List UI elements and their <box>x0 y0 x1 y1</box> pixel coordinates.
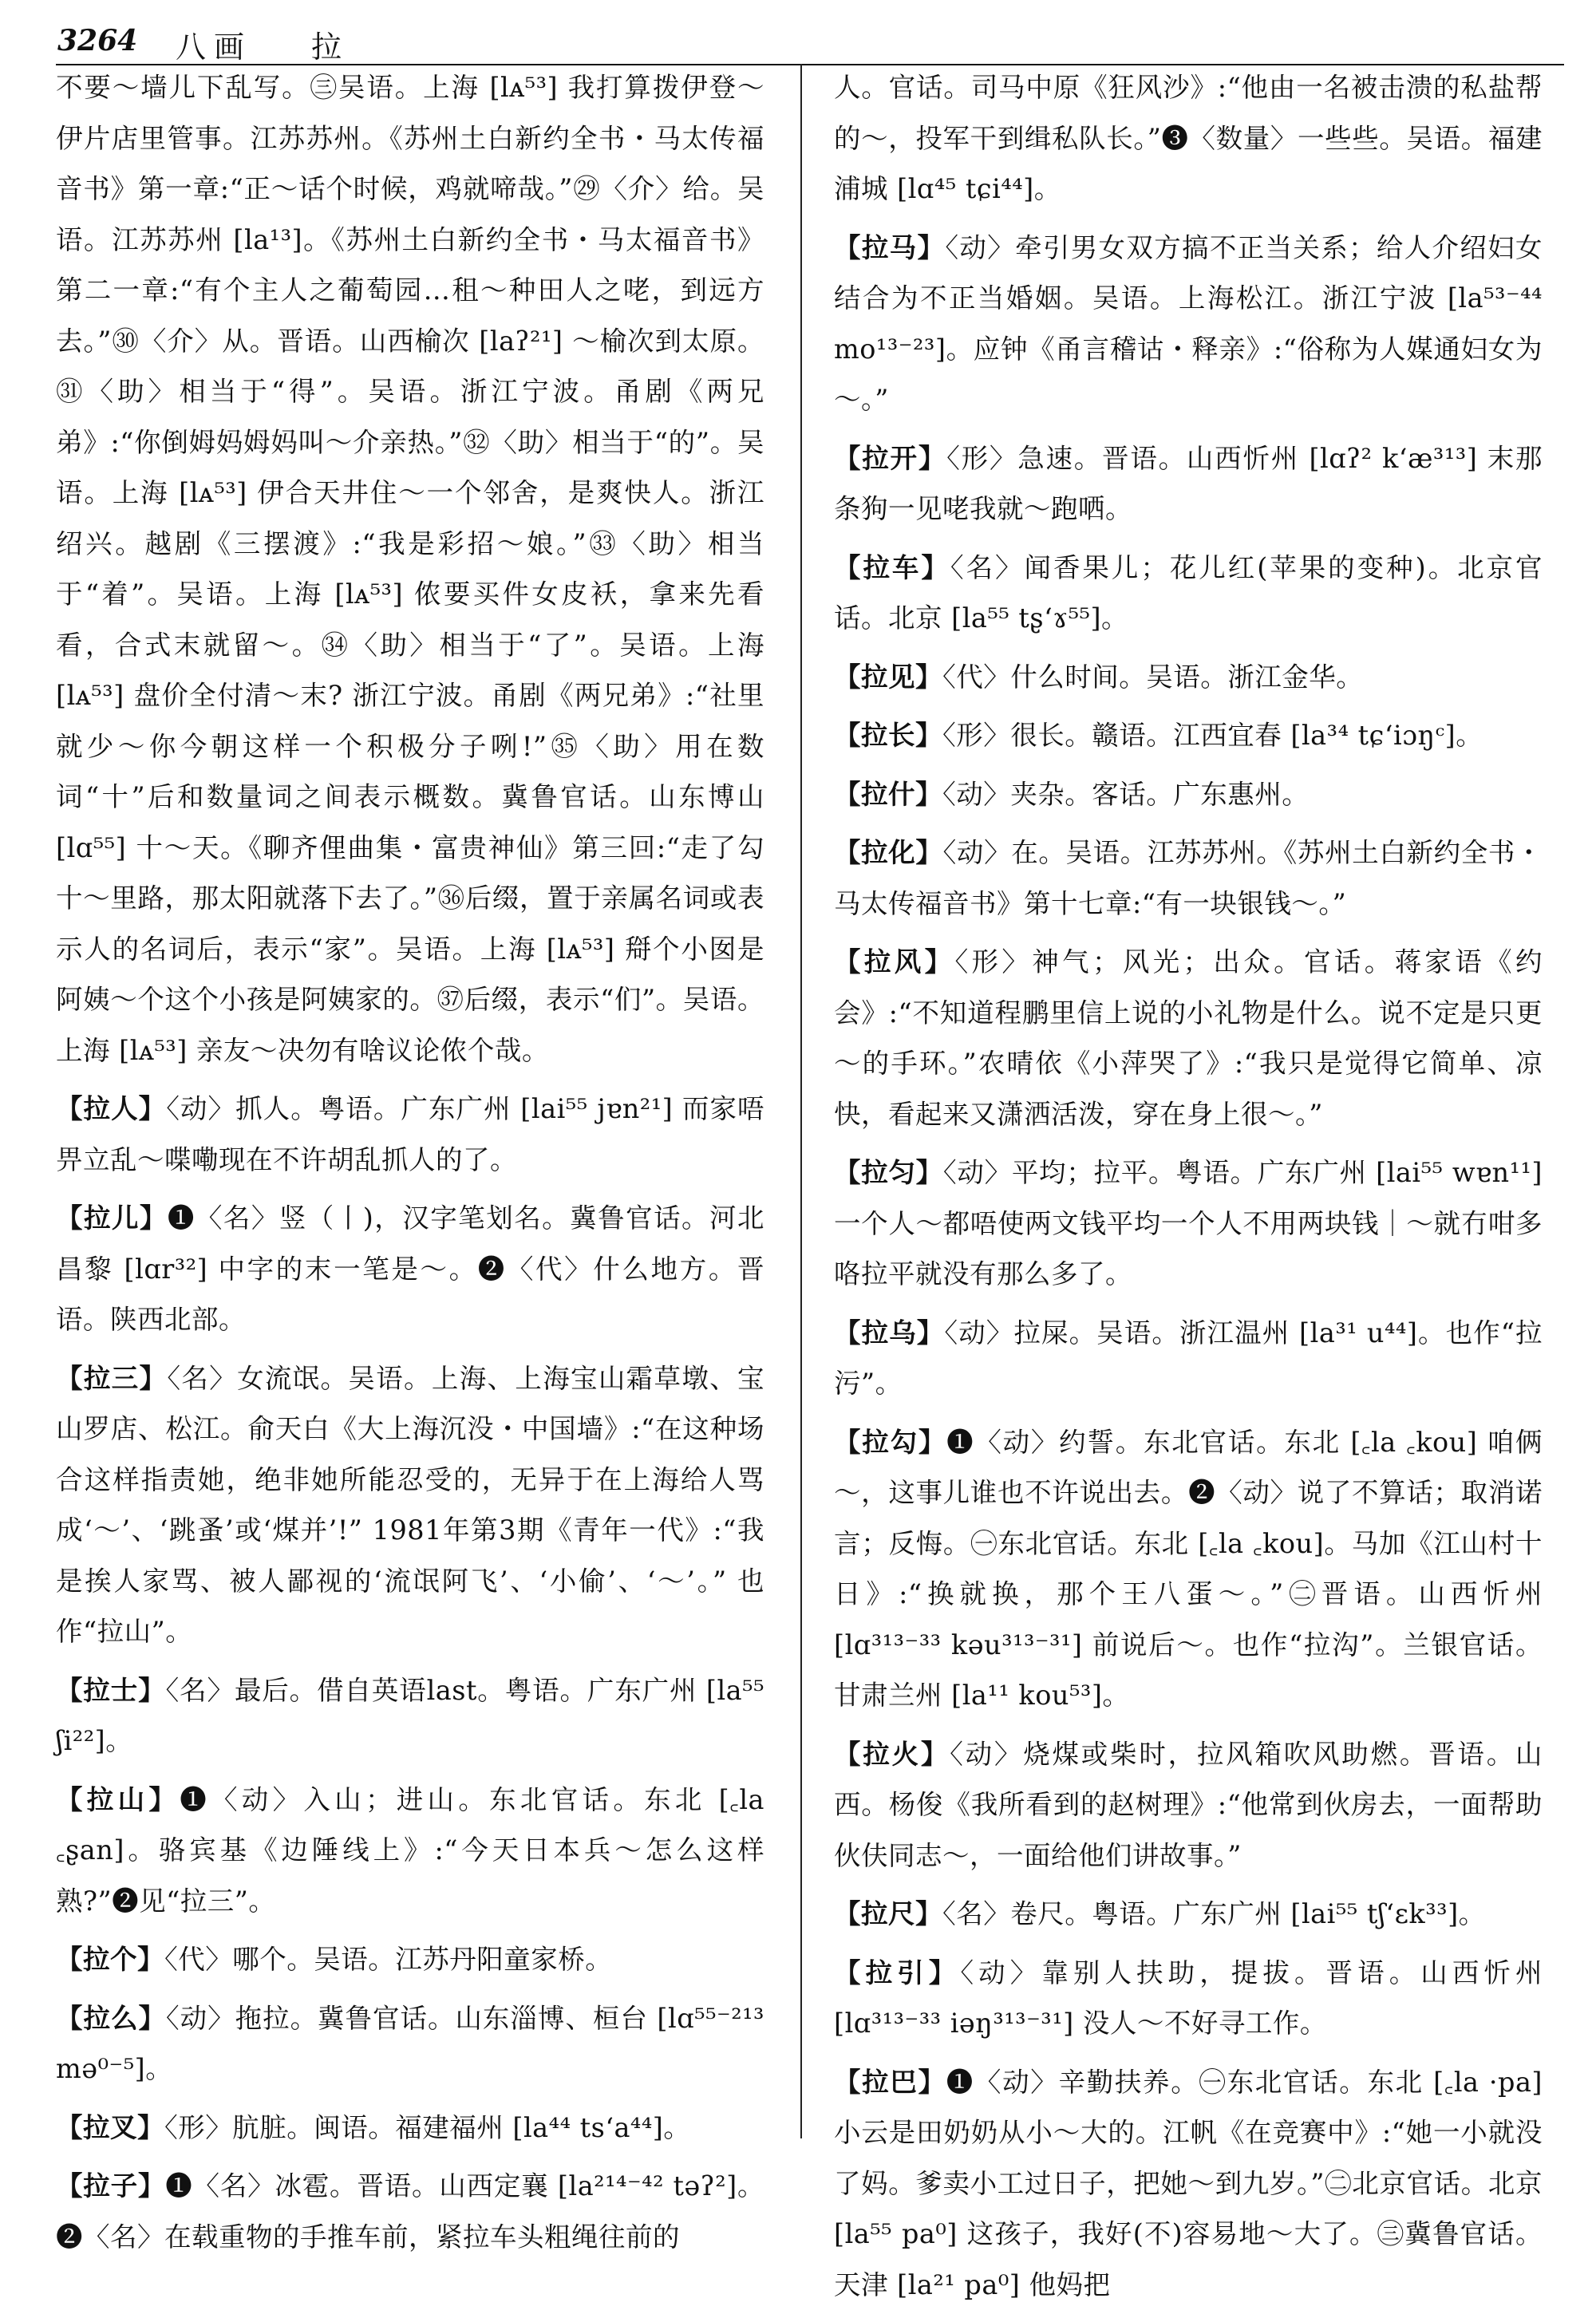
entry-definition: 〈形〉很长。赣语。江西宜春 [la³⁴ tɕʻiɔŋᶜ]。 <box>942 720 1483 751</box>
entry-headword: 【拉马】 <box>834 232 945 263</box>
continued-text: 人。官话。司马中原《狂风沙》:“他由一名被击溃的私盐帮的～，投军干到缉私队长。”❸〈数量〉一些些。吴语。福建浦城 [lɑ⁴⁵ tɕi⁴⁴]。 <box>834 62 1543 215</box>
entry-headword: 【拉个】 <box>56 1944 164 1975</box>
entry-definition: 〈形〉急速。晋语。山西忻州 [lɑʔ² kʻæ³¹³] 末那条狗一见咾我就～跑哂。 <box>834 443 1543 525</box>
entry-definition: 〈名〉卷尺。粤语。广东广州 [lai⁵⁵ tʃʻɛk³³]。 <box>942 1898 1486 1929</box>
dictionary-entry <box>834 1147 1543 1300</box>
entry-headword: 【拉三】 <box>56 1363 167 1394</box>
entry-definition: 〈代〉什么时间。吴语。浙江金华。 <box>942 661 1363 693</box>
entry-definition: 〈动〉拖拉。冀鲁官话。山东淄博、桓台 [lɑ⁵⁵⁻²¹³ mə⁰⁻⁵]。 <box>56 2003 764 2085</box>
entry-definition: 〈动〉靠别人扶助，提拔。晋语。山西忻州 [lɑ³¹³⁻³³ iəŋ³¹³⁻³¹] 没人～不好寻工作。 <box>834 1957 1543 2040</box>
continued-text: 不要～墙儿下乱写。㊂吴语。上海 [lᴀ⁵³] 我打算拨伊登～伊片店里管事。江苏苏州。《苏州土白新约全书・马太传福音书》第一章:“正～话个时候，鸡就啼哉。”㉙〈介〉给。吴语。江苏苏州 [la¹³]。《苏州土白新约全书・马太福音书》第二一章:“有个主人之葡萄园…租～种田人之咾，到远方去。”㉚〈介〉从。晋语。山西榆次 [laʔ²¹] ～榆次到太原。㉛〈助〉相当于“得”。吴语。浙江宁波。甬剧《两兄弟》:“你倒姆妈姆妈叫～介亲热。”㉜〈助〉相当于“的”。吴语。上海 [lᴀ⁵³] 伊合天井住～一个邻舍，是爽快人。浙江绍兴。越剧《三摆渡》:“我是彩招～娘。”㉝〈助〉相当于“着”。吴语。上海 [lᴀ⁵³] 侬要买件女皮袄，拿来先看看，合式末就留～。㉞〈助〉相当于“了”。吴语。上海 [lᴀ⁵³] 盘价全付清～末? 浙江宁波。甬剧《两兄弟》:“社里就少～你今朝这样一个积极分子咧!”㉟〈助〉用在数词“十”后和数量词之间表示概数。冀鲁官话。山东博山 [lɑ⁵⁵] 十～天。《聊齐俚曲集・富贵神仙》第三回:“走了勾十～里路，那太阳就落下去了。”㊱后缀，置于亲属名词或表示人的名词后，表示“家”。吴语。上海 [lᴀ⁵³] 搿个小囡是阿姨～个这个小孩是阿姨家的。㊲后缀，表示“们”。吴语。上海 [lᴀ⁵³] 亲友～决勿有啥议论侬个哉。 <box>56 62 764 1076</box>
entry-definition: ❶〈动〉约誓。东北官话。东北 [꜀la ꜀kou] 咱俩～，这事儿谁也不许说出去。❷〈动〉说了不算话；取消诺言；反悔。㊀东北官话。东北 [꜀la ꜀kou]。马加《江山村十日》:“换就换，那个王八蛋～。”㊁晋语。山西忻州 [lɑ³¹³⁻³³ kəu³¹³⁻³¹] 前说后～。也作“拉沟”。兰银官话。甘肃兰州 [la¹¹ kou⁵³]。 <box>834 1427 1543 1712</box>
entry-headword: 【拉么】 <box>56 2003 166 2034</box>
entry-headword: 【拉火】 <box>834 1739 950 1770</box>
dictionary-entry <box>834 433 1543 535</box>
head-character: 拉 <box>311 22 342 66</box>
dictionary-entry <box>56 1353 764 1657</box>
entry-headword: 【拉勾】 <box>834 1427 946 1458</box>
dictionary-entry <box>56 2161 764 2262</box>
entry-headword: 【拉风】 <box>834 946 954 977</box>
entry-definition: 〈动〉拉屎。吴语。浙江温州 [la³¹ u⁴⁴]。也作“拉污”。 <box>834 1317 1543 1400</box>
entry-headword: 【拉匀】 <box>834 1157 943 1188</box>
dictionary-entry <box>56 1084 764 1185</box>
left-column <box>56 62 764 2262</box>
entry-headword: 【拉人】 <box>56 1093 166 1124</box>
entry-definition: ❶〈名〉竖（丨)，汉字笔划名。冀鲁官话。河北昌黎 [lɑr³²] 中字的末一笔是～。❷〈代〉什么地方。晋语。陕西北部。 <box>56 1202 764 1335</box>
right-column <box>834 62 1543 2310</box>
dictionary-entry <box>834 1948 1543 2049</box>
entry-headword: 【拉巴】 <box>834 2067 946 2098</box>
entry-headword: 【拉子】 <box>56 2170 165 2201</box>
entry-headword: 【拉长】 <box>834 720 942 751</box>
dictionary-entry <box>834 543 1543 644</box>
entry-headword: 【拉士】 <box>56 1675 166 1706</box>
dictionary-entry <box>56 1775 764 1927</box>
entry-definition: 〈动〉牵引男女双方搞不正当关系；给人介绍妇女结合为不正当婚姻。吴语。上海松江。浙江宁波 [la⁵³⁻⁴⁴ mo¹³⁻²³]。应钟《甬言稽诂・释亲》:“俗称为人媒通妇女为～。” <box>834 232 1543 416</box>
dictionary-entry <box>834 223 1543 425</box>
entry-definition: 〈形〉肮脏。闽语。福建福州 [la⁴⁴ tsʻa⁴⁴]。 <box>164 2112 690 2143</box>
entry-headword: 【拉车】 <box>834 552 950 583</box>
entry-definition: 〈动〉抓人。粤语。广东广州 [lai⁵⁵ jɐn²¹] 而家唔畀立乱～喋嘞现在不许胡乱抓人的了。 <box>56 1093 764 1175</box>
page-header <box>56 16 1564 65</box>
entry-headword: 【拉引】 <box>834 1957 960 1988</box>
entry-headword: 【拉儿】 <box>56 1202 168 1234</box>
entry-definition: 〈名〉女流氓。吴语。上海、上海宝山霜草墩、宝山罗店、松江。俞天白《大上海沉没・中国墙》:“在这种场合这样指责她，绝非她所能忍受的，无异于在上海给人骂成‘～’、‘跳蚤’或‘煤并’!” 1981年第3期《青年一代》:“我是挨人家骂、被人鄙视的‘流氓阿飞’、‘小偷’、‘～’。” 也作“拉山”。 <box>56 1363 764 1648</box>
dictionary-entry <box>834 1889 1543 1940</box>
page-number: 3264 <box>57 24 137 57</box>
dictionary-entry <box>834 937 1543 1139</box>
entry-headword: 【拉什】 <box>834 779 942 810</box>
entry-definition: ❶〈名〉冰雹。晋语。山西定襄 [la²¹⁴⁻⁴² təʔ²]。❷〈名〉在载重物的手推车前，紧拉车头粗绳往前的 <box>56 2170 764 2253</box>
entry-headword: 【拉山】 <box>56 1784 180 1815</box>
dictionary-entry <box>56 1665 764 1767</box>
entry-definition: 〈形〉神气；风光；出众。官话。蒋家语《约会》:“不知道程鹏里信上说的小礼物是什么。说不定是只更～的手环。”农晴依《小萍哭了》:“我只是觉得它简单、凉快，看起来又潇洒活泼，穿在身上很～。” <box>834 946 1543 1130</box>
section-label: 八画 <box>176 22 252 66</box>
entry-definition: ❶〈动〉入山；进山。东北官话。东北 [꜀la ꜀ʂan]。骆宾基《边陲线上》:“今天日本兵～怎么这样熟?”❷见“拉三”。 <box>56 1784 764 1917</box>
dictionary-entry <box>834 710 1543 761</box>
entry-headword: 【拉开】 <box>834 443 946 474</box>
dictionary-entry <box>834 2057 1543 2310</box>
dictionary-entry <box>834 827 1543 929</box>
entry-definition: 〈动〉在。吴语。江苏苏州。《苏州土白新约全书・马太传福音书》第十七章:“有一块银钱～。” <box>834 837 1543 919</box>
entry-definition: 〈名〉最后。借自英语last。粤语。广东广州 [la⁵⁵ ʃi²²]。 <box>56 1675 764 1757</box>
entry-definition: ❶〈动〉辛勤扶养。㊀东北官话。东北 [꜀la ·pa] 小云是田奶奶从小～大的。江帆《在竞赛中》:“她一小就没了妈。爹卖小工过日子，把她～到九岁。”㊁北京官话。北京 [la⁵⁵ pa⁰] 这孩子，我好(不)容易地～大了。㊂冀鲁官话。天津 [la²¹ pa⁰] 他妈把 <box>834 2067 1543 2300</box>
entry-headword: 【拉叉】 <box>56 2112 164 2143</box>
entry-headword: 【拉乌】 <box>834 1317 944 1348</box>
entry-definition: 〈动〉平均；拉平。粤语。广东广州 [lai⁵⁵ wɐn¹¹] 一个人～都唔使两文钱平均一个人不用两块钱｜～就冇咁多咯拉平就没有那么多了。 <box>834 1157 1543 1289</box>
dictionary-entry <box>56 1993 764 2095</box>
dictionary-entry <box>834 769 1543 820</box>
entry-headword: 【拉尺】 <box>834 1898 942 1929</box>
entry-definition: 〈动〉烧煤或柴时，拉风箱吹风助燃。晋语。山西。杨俊《我所看到的赵树理》:“他常到伙房去，一面帮助伙伕同志～，一面给他们讲故事。” <box>834 1739 1543 1871</box>
entry-definition: 〈代〉哪个。吴语。江苏丹阳童家桥。 <box>164 1944 612 1975</box>
dictionary-entry <box>56 1193 764 1345</box>
entry-definition: 〈名〉闻香果儿；花儿红(苹果的变种)。北京官话。北京 [la⁵⁵ tʂʻɤ⁵⁵]。 <box>834 552 1543 634</box>
dictionary-entry <box>56 1934 764 1985</box>
column-divider <box>800 64 802 2138</box>
dictionary-entry <box>834 1729 1543 1882</box>
dictionary-entry <box>834 1417 1543 1721</box>
dictionary-entry <box>56 2103 764 2154</box>
entry-headword: 【拉见】 <box>834 661 942 693</box>
entry-headword: 【拉化】 <box>834 837 943 868</box>
dictionary-entry <box>834 1308 1543 1409</box>
entry-definition: 〈动〉夹杂。客话。广东惠州。 <box>942 779 1309 810</box>
dictionary-entry <box>834 652 1543 703</box>
